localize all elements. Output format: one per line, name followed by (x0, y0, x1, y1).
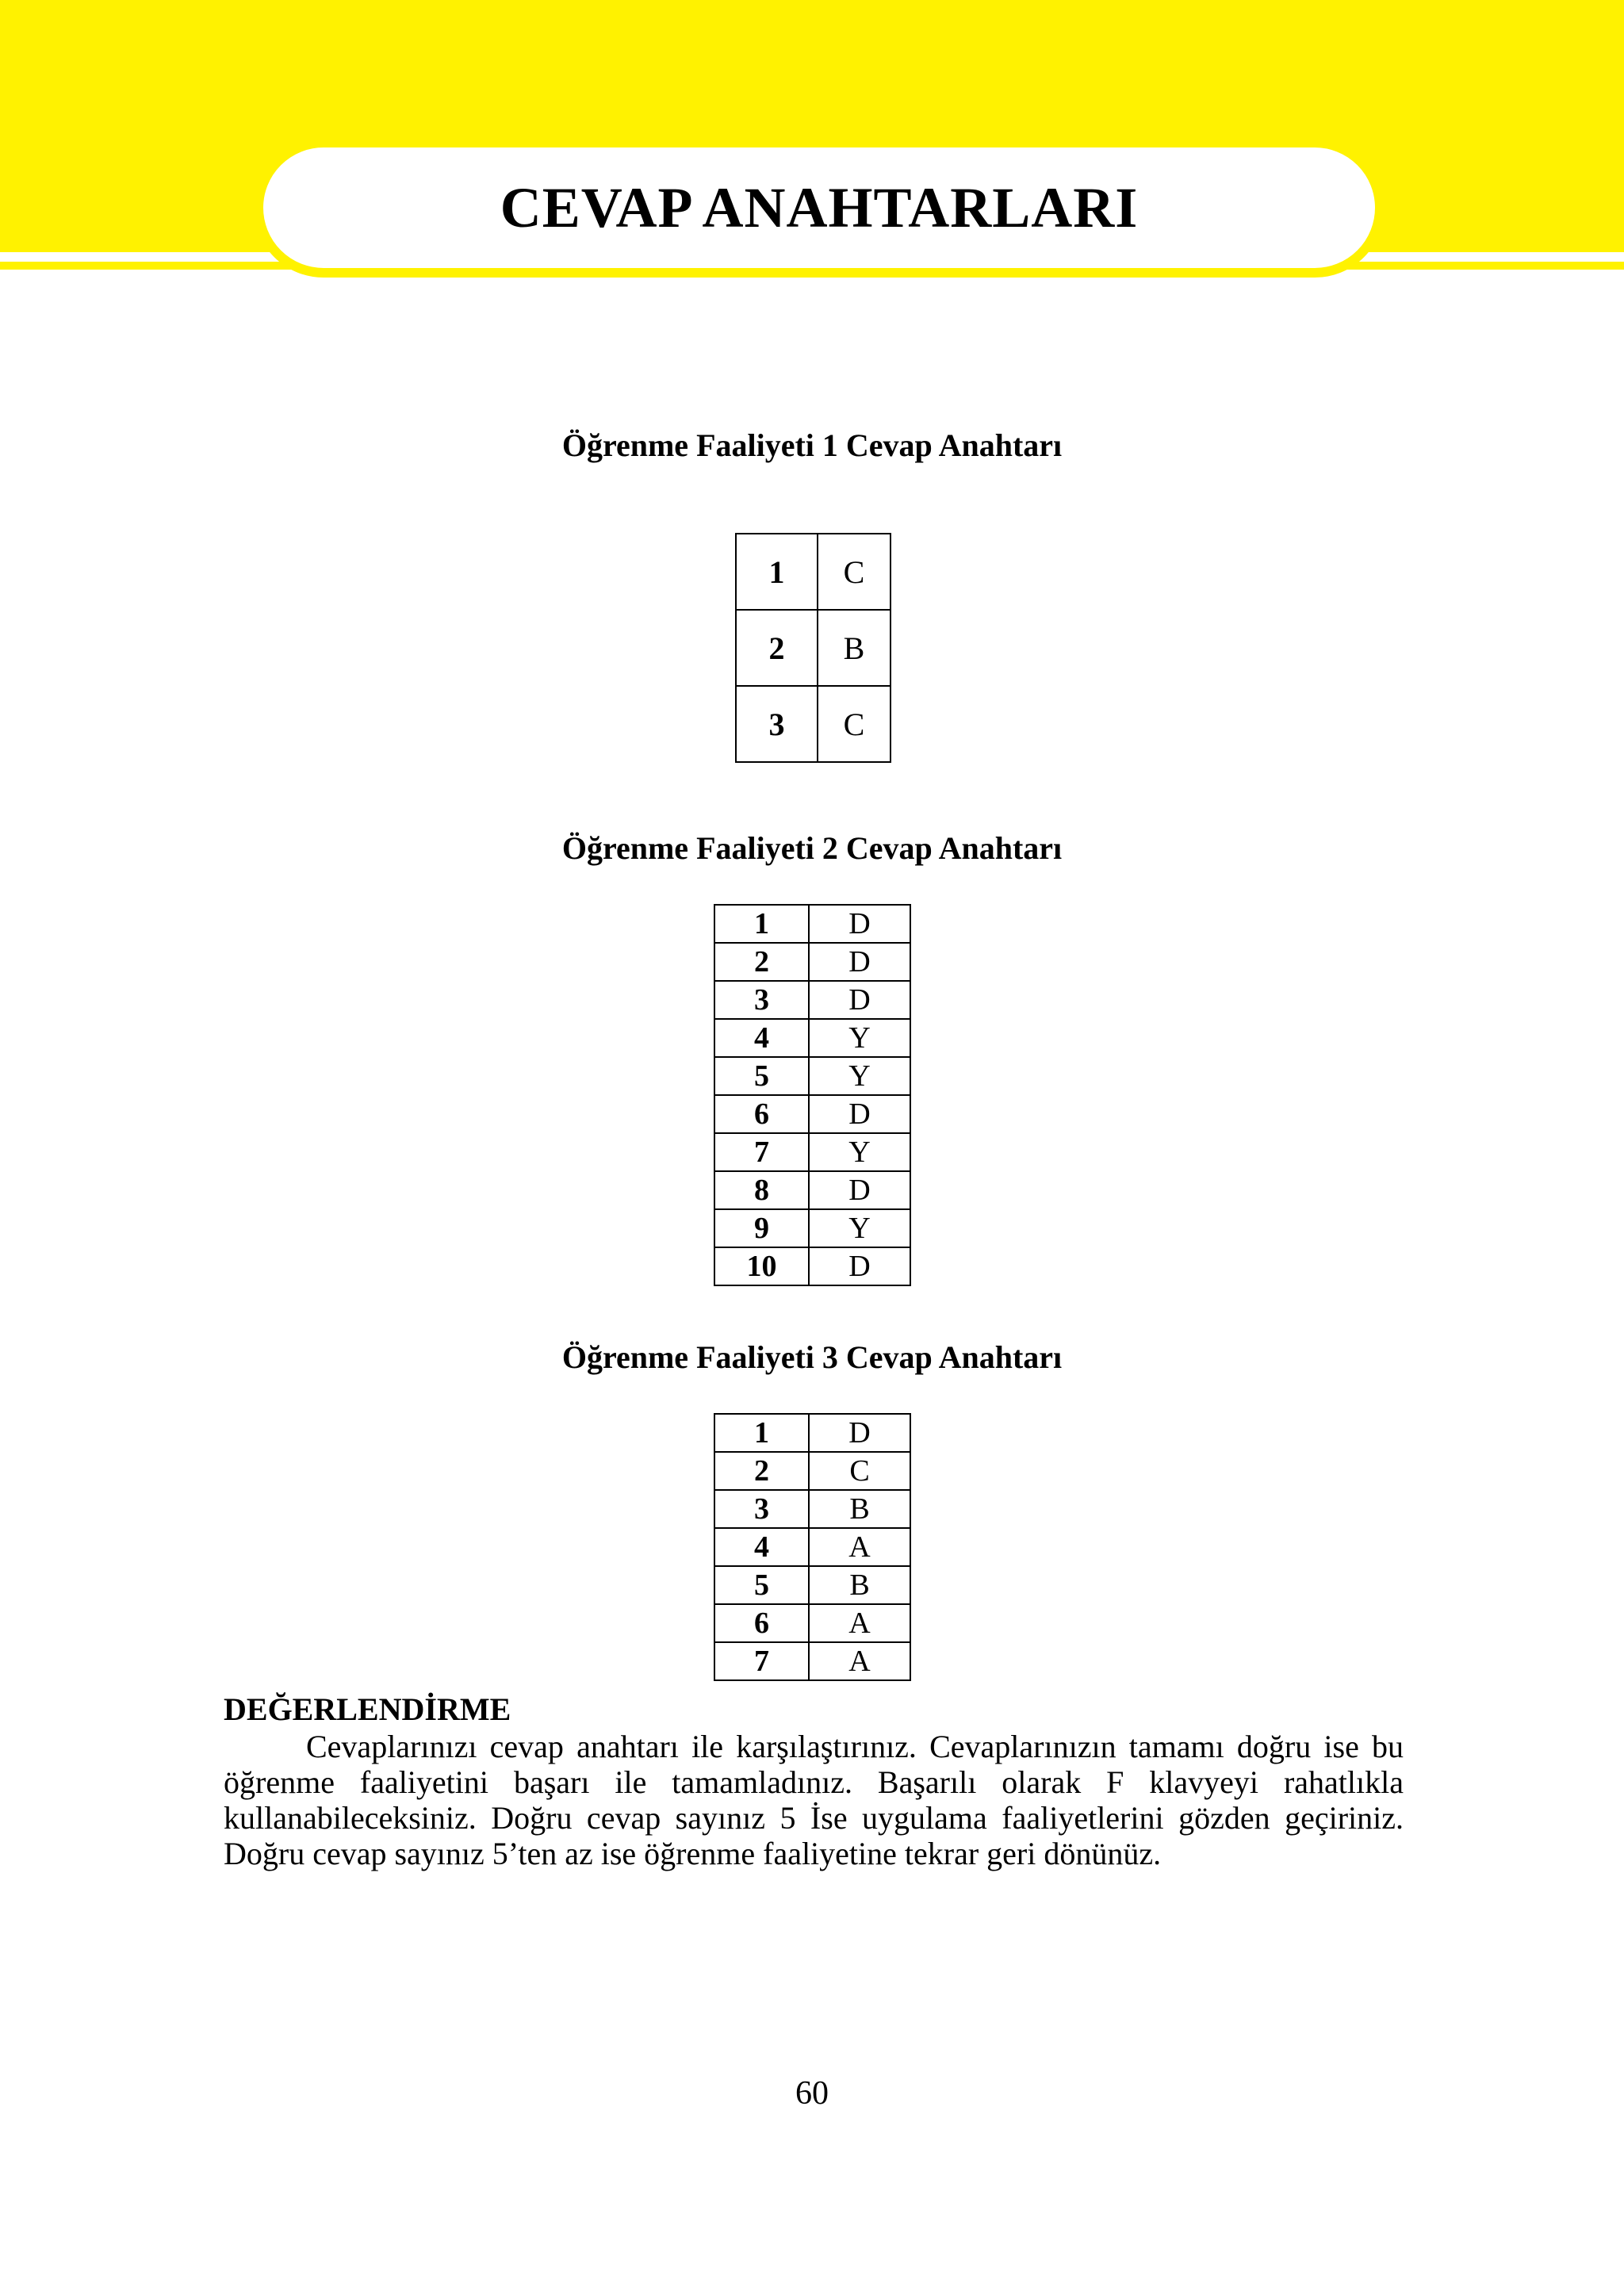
page-number: 60 (795, 2075, 829, 2112)
question-number: 3 (714, 981, 809, 1019)
question-number: 1 (714, 905, 809, 943)
question-number: 2 (714, 1452, 809, 1490)
table-row (714, 1566, 910, 1604)
answer-letter: D (809, 1247, 910, 1285)
page-title: CEVAP ANAHTARLARI (500, 175, 1139, 239)
section-2-heading: Öğrenme Faaliyeti 2 Cevap Anahtarı (561, 830, 1063, 866)
answer-key-table-2 (714, 904, 911, 1286)
table-row (736, 610, 891, 686)
title-banner (254, 138, 1385, 278)
table-row (714, 1133, 910, 1171)
table-row (714, 1604, 910, 1642)
answer-letter: D (809, 1171, 910, 1209)
question-number: 7 (714, 1133, 809, 1171)
question-number: 10 (714, 1247, 809, 1285)
table-row (714, 943, 910, 981)
answer-letter: B (818, 610, 891, 686)
table-row (714, 1019, 910, 1057)
answer-key-table-1 (735, 533, 891, 763)
question-number: 8 (714, 1171, 809, 1209)
answer-letter: B (809, 1566, 910, 1604)
table-row (714, 905, 910, 943)
question-number: 4 (714, 1019, 809, 1057)
question-number: 3 (714, 1490, 809, 1528)
answer-letter: D (809, 905, 910, 943)
question-number: 6 (714, 1604, 809, 1642)
table-row (714, 1209, 910, 1247)
table-row (714, 1414, 910, 1452)
answer-letter: A (809, 1604, 910, 1642)
answer-letter: D (809, 1095, 910, 1133)
table-row (714, 1528, 910, 1566)
table-row (736, 534, 891, 610)
table-row (736, 686, 891, 762)
question-number: 2 (714, 943, 809, 981)
table-row (714, 1452, 910, 1490)
table-row (714, 1171, 910, 1209)
answer-letter: A (809, 1642, 910, 1680)
answer-letter: Y (809, 1209, 910, 1247)
answer-letter: C (809, 1452, 910, 1490)
answer-letter: Y (809, 1019, 910, 1057)
answer-letter: D (809, 1414, 910, 1452)
answer-letter: Y (809, 1133, 910, 1171)
table-row (714, 1490, 910, 1528)
question-number: 1 (714, 1414, 809, 1452)
question-number: 5 (714, 1057, 809, 1095)
table-row (714, 1095, 910, 1133)
question-number: 3 (736, 686, 818, 762)
question-number: 1 (736, 534, 818, 610)
evaluation-paragraph: Cevaplarınızı cevap anahtarı ile karşılaştırınız. Cevaplarınızın tamamı doğru ise bu öğrenme faaliyetini başarı ile tamamladınız. Başarılı olarak F klavyeyi rahatlıkla kullanabileceksiniz. Doğru cevap sayınız 5 İse uygulama faaliyetlerini gözden geçiriniz. Doğru cevap sayınız 5’ten az ise öğrenme faaliyetine tekrar geri dönünüz. (224, 1729, 1404, 1871)
table-row (714, 981, 910, 1019)
table-row (714, 1247, 910, 1285)
table-row (714, 1642, 910, 1680)
answer-letter: D (809, 981, 910, 1019)
answer-key-table-3-body (714, 1414, 910, 1680)
question-number: 7 (714, 1642, 809, 1680)
answer-letter: B (809, 1490, 910, 1528)
answer-letter: Y (809, 1057, 910, 1095)
answer-letter: C (818, 686, 891, 762)
evaluation-heading: DEĞERLENDİRME (224, 1691, 511, 1727)
answer-key-table-1-body (736, 534, 891, 762)
question-number: 9 (714, 1209, 809, 1247)
question-number: 6 (714, 1095, 809, 1133)
answer-letter: D (809, 943, 910, 981)
question-number: 5 (714, 1566, 809, 1604)
table-row (714, 1057, 910, 1095)
question-number: 4 (714, 1528, 809, 1566)
section-1-heading: Öğrenme Faaliyeti 1 Cevap Anahtarı (561, 427, 1063, 463)
answer-key-table-2-body (714, 905, 910, 1285)
answer-letter: A (809, 1528, 910, 1566)
answer-letter: C (818, 534, 891, 610)
section-3-heading: Öğrenme Faaliyeti 3 Cevap Anahtarı (561, 1339, 1063, 1375)
question-number: 2 (736, 610, 818, 686)
answer-key-table-3 (714, 1413, 911, 1681)
